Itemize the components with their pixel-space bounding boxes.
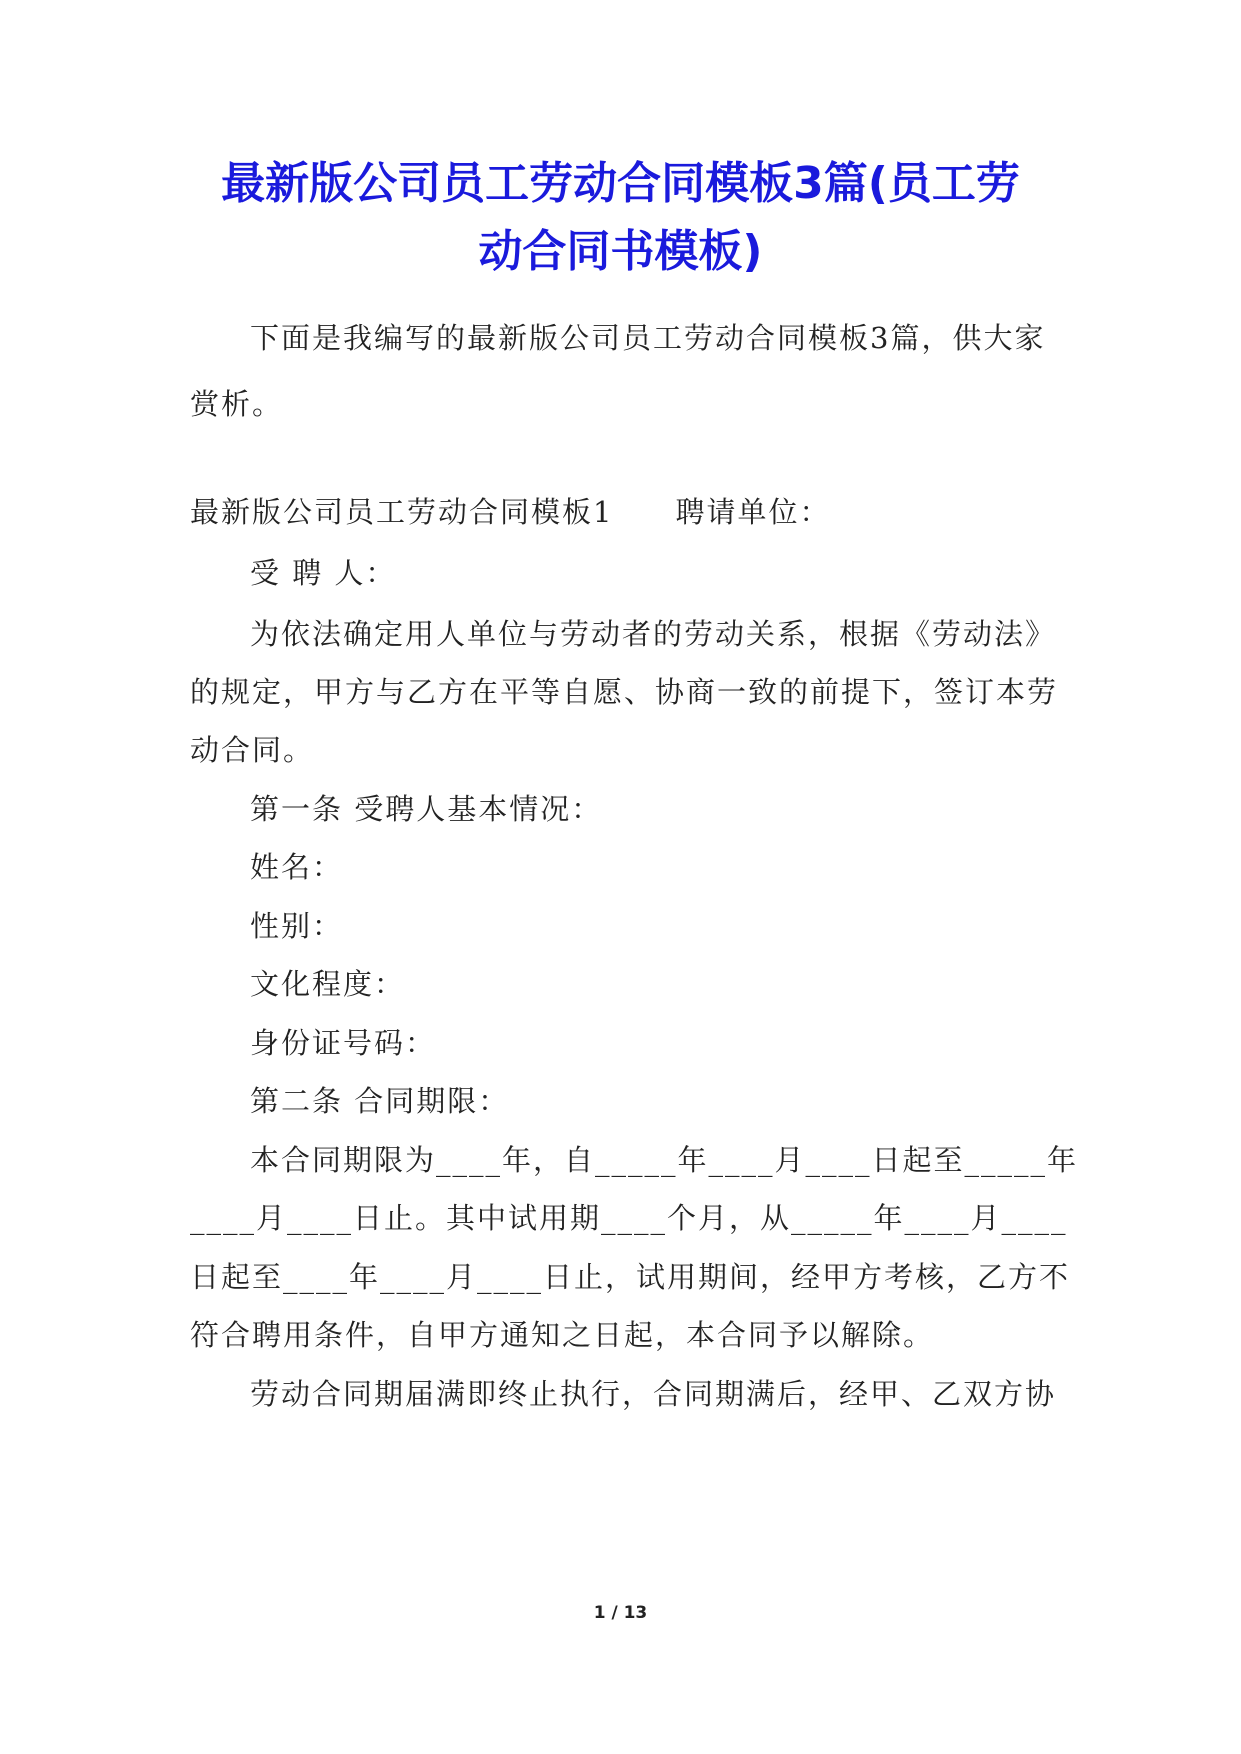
purpose-text-1: 为依法确定用人单位与劳动者的劳动关系，根据《劳动法》 [250, 617, 1057, 651]
document-title [160, 150, 1081, 286]
intro-text-1: 下面是我编写的最新版公司员工劳动合同模板3篇，供大家 [250, 321, 1046, 355]
article-2-heading: 第二条 合同期限： [250, 1084, 510, 1118]
expiry-text-1: 劳动合同期届满即终止执行，合同期满后，经甲、乙双方协 [250, 1377, 1057, 1411]
term-line-1 [190, 1127, 1079, 1193]
expiry-line-1 [190, 1361, 1060, 1427]
education-line [190, 951, 1060, 1017]
name-line [190, 834, 1060, 900]
term-line-4: 符合聘用条件，自甲方通知之日起，本合同予以解除。 [190, 1318, 935, 1352]
gender-line [190, 893, 1060, 959]
id-line [190, 1010, 1060, 1076]
purpose-line-1 [190, 601, 1060, 667]
term-line-2: ____月____日止。其中试用期____个月，从_____年____月____ [190, 1201, 1068, 1235]
intro-paragraph-line-2: 赏析。 [190, 387, 284, 421]
term-text-1: 本合同期限为____年，自_____年____月____日起至_____年 [250, 1143, 1079, 1177]
title-line-2: 动合同书模板) [478, 226, 763, 277]
employee-label-line [190, 540, 1060, 606]
purpose-line-2: 的规定，甲方与乙方在平等自愿、协商一致的前提下，签订本劳 [190, 675, 1059, 709]
title-line-1: 最新版公司员工劳动合同模板3篇(员工劳 [221, 158, 1020, 209]
employee-label: 受 聘 人： [250, 556, 397, 590]
intro-paragraph-line-1 [190, 305, 1060, 371]
gender-label: 性别： [250, 909, 344, 943]
page-indicator: 1 / 13 [593, 1603, 648, 1623]
education-label: 文化程度： [250, 967, 406, 1001]
section-1-heading: 最新版公司员工劳动合同模板1 聘请单位： [190, 495, 831, 529]
name-label: 姓名： [250, 850, 344, 884]
id-label: 身份证号码： [250, 1026, 437, 1060]
article-1-heading: 第一条 受聘人基本情况： [250, 792, 603, 826]
article-2-line [190, 1068, 1060, 1134]
term-line-3: 日起至____年____月____日止，试用期间，经甲方考核，乙方不 [190, 1260, 1071, 1294]
article-1-line [190, 776, 1060, 842]
purpose-line-3: 动合同。 [190, 733, 315, 767]
